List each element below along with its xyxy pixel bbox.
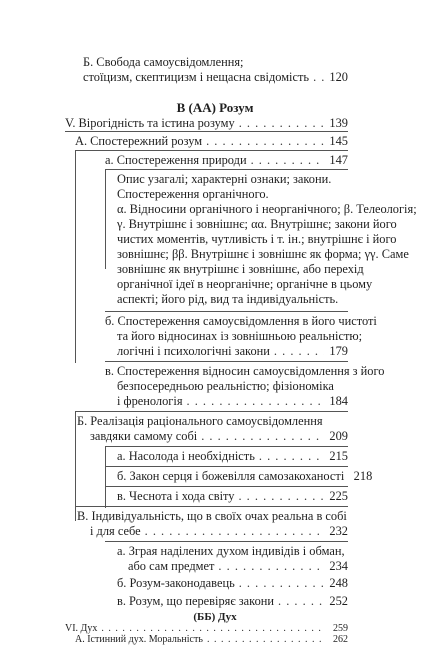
toc-entry-a-a — [105, 153, 348, 168]
leader-dots — [239, 116, 324, 131]
leader-dots — [187, 394, 324, 409]
toc-page-number: 145 — [329, 134, 348, 148]
toc-entry-text: б. Розум-законодавець — [117, 576, 235, 590]
toc-page-number: 259 — [333, 623, 348, 634]
description-line: чистих моментів, чутливість і т. ін.; внутрішнє і його — [117, 232, 397, 246]
leader-dots — [101, 623, 324, 634]
toc-entry-text: а. Спостереження природи — [105, 153, 247, 167]
toc-page-number: 215 — [329, 449, 348, 463]
toc-entry-spirit-a — [75, 634, 348, 645]
divider-line — [65, 131, 348, 132]
toc-entry-b-b — [117, 469, 373, 484]
bracket-line — [105, 446, 106, 508]
toc-entry-text: і френологія — [117, 394, 183, 408]
toc-entry-text: завдяки самому собі — [90, 429, 198, 443]
toc-page-number: 252 — [329, 594, 348, 608]
toc-page-number: 262 — [333, 634, 348, 645]
divider-line — [105, 446, 348, 447]
toc-page-number: 179 — [329, 344, 348, 358]
toc-entry-a-b-line1: б. Спостереження самоусвідомлення в його чистоті — [105, 314, 377, 328]
toc-entry-text: або сам предмет — [128, 559, 215, 573]
leader-dots — [218, 559, 324, 574]
toc-entry-a-c-line2: безпосередньою реальністю; фізіономіка — [117, 379, 334, 393]
divider-line — [105, 361, 348, 362]
bracket-line — [75, 411, 76, 521]
toc-entry-b — [90, 429, 348, 444]
section-heading-reason: В (АА) Розум — [176, 100, 254, 115]
toc-entry-c-line1: В. Індивідуальність, що в своїх очах реальна в собі — [77, 509, 347, 523]
toc-entry-a-c-line1: в. Спостереження відносин самоусвідомлення з його — [105, 364, 385, 378]
leader-dots — [313, 70, 324, 85]
description-line: γ. Внутрішнє і зовнішнє; αα. Внутрішнє; закони його — [117, 217, 397, 231]
toc-entry-text: в. Розум, що перевіряє закони — [117, 594, 275, 608]
divider-line — [105, 169, 348, 170]
toc-page-number: 218 — [353, 469, 373, 483]
toc-entry-text: а. Насолода і необхідність — [117, 449, 255, 463]
leader-dots — [201, 429, 324, 444]
leader-dots — [206, 134, 324, 149]
leader-dots — [251, 153, 324, 168]
leader-dots — [274, 344, 324, 359]
toc-entry-text: б. Закон серця і божевілля самозакоханості — [117, 469, 345, 483]
toc-entry-c-a-line1: а. Зграя наділених духом індивідів і обман, — [117, 544, 345, 558]
toc-page-number: 225 — [329, 489, 348, 503]
leader-dots — [259, 449, 324, 464]
toc-page-number: 232 — [329, 524, 348, 538]
toc-entry-a-c — [117, 394, 348, 409]
toc-page-number: 120 — [329, 70, 348, 84]
leader-dots — [239, 576, 324, 591]
toc-entry-c-b — [117, 576, 348, 591]
toc-entry-c — [90, 524, 348, 539]
divider-line — [75, 411, 348, 412]
divider-line — [75, 506, 348, 507]
toc-page-number: 139 — [329, 116, 348, 130]
divider-line — [105, 486, 348, 487]
divider-line — [105, 541, 348, 542]
description-line: зовнішнє; ββ. Внутрішнє і зовнішнє як форма; γγ. Саме — [117, 247, 409, 261]
toc-entry-a — [75, 134, 348, 149]
bracket-line — [105, 169, 106, 269]
toc-entry-text: VI. Дух — [65, 623, 98, 634]
toc-entry-c-a — [128, 559, 348, 574]
leader-dots — [207, 634, 324, 645]
toc-entry-text: А. Істинний дух. Моральність — [75, 634, 203, 645]
toc-entry-freedom — [83, 70, 348, 85]
leader-dots — [145, 524, 324, 539]
toc-page-number: 147 — [329, 153, 348, 167]
description-line: аспекті; його рід, вид та індивідуальність. — [117, 292, 339, 306]
bracket-line — [75, 150, 76, 363]
toc-entry-vi — [65, 623, 348, 634]
toc-entry-text: логічні і психологічні закони — [117, 344, 270, 358]
toc-entry-text: V. Вірогідність та істина розуму — [65, 116, 235, 130]
toc-page-number: 209 — [329, 429, 348, 443]
divider-line — [105, 311, 348, 312]
toc-entry-a-b-line2: та його відносинах із зовнішньою реальністю; — [117, 329, 363, 343]
section-heading-spirit: (ББ) Дух — [193, 611, 237, 623]
leader-dots — [278, 594, 324, 609]
description-line: Спостереження органічного. — [117, 187, 269, 201]
description-line: зовнішнє як внутрішнє і зовнішнє, або перехід — [117, 262, 364, 276]
toc-entry-v — [65, 116, 348, 131]
toc-entry-b-c — [117, 489, 348, 504]
toc-page-number: 234 — [329, 559, 348, 573]
toc-entry-c-c — [117, 594, 348, 609]
toc-entry-text: і для себе — [90, 524, 141, 538]
description-line: Опис узагалі; характерні ознаки; закони. — [117, 172, 332, 186]
toc-entry-b-a — [117, 449, 348, 464]
leader-dots — [238, 489, 324, 504]
divider-line — [75, 150, 348, 151]
toc-entry-b-line1: Б. Реалізація раціонального самоусвідомлення — [77, 414, 323, 428]
toc-entry-a-b — [117, 344, 348, 359]
divider-line — [105, 466, 348, 467]
toc-entry-freedom-line1: Б. Свобода самоусвідомлення; — [83, 55, 244, 69]
toc-entry-text: в. Чеснота і хода світу — [117, 489, 235, 503]
toc-page-number: 248 — [329, 576, 348, 590]
description-line: α. Відносини органічного і неорганічного; β. Телеологія; — [117, 202, 417, 216]
toc-entry-text: А. Спостережний розум — [75, 134, 203, 148]
toc-page-number: 184 — [329, 394, 348, 408]
toc-entry-text: стоїцизм, скептицизм і нещасна свідомість — [83, 70, 310, 84]
description-line: органічної ідеї в неорганічне; органічне в цьому — [117, 277, 373, 291]
